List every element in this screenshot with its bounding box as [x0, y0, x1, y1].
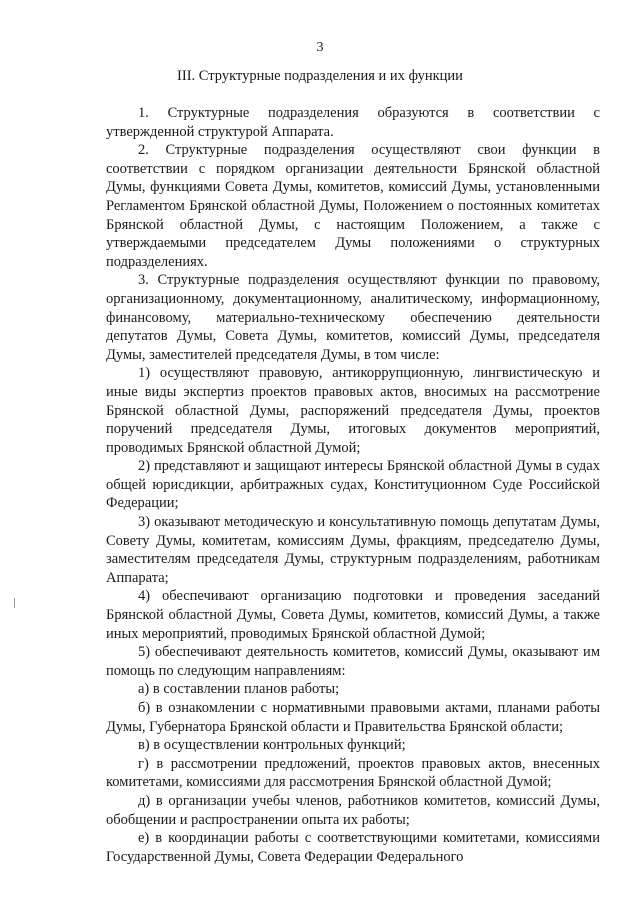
document-body: [106, 104, 600, 866]
list-item: 4) обеспечивают организацию подготовки и проведения заседаний Брянской областной Думы, Совета Думы, комитетов, комиссий Думы, а также иных мероприятий, проводимых Брянской областной Думой;: [106, 588, 600, 642]
list-item: 5) обеспечивают деятельность комитетов, комиссий Думы, оказывают им помощь по следующим направлениям:: [106, 644, 600, 679]
page-number: 3: [316, 40, 324, 55]
list-item: 1) осуществляют правовую, антикоррупционную, лингвистическую и иные виды экспертиз проектов правовых актов, вносимых на рассмотрение Брянской областной Думы, распоряжений председателя Думы, проектов поручений председателя Думы, итоговых документов мероприятий, проводимых Брянской областной Думой;: [106, 365, 600, 456]
list-item: 3) оказывают методическую и консультативную помощь депутатам Думы, Совету Думы, комитетам, комиссиям Думы, фракциям, председателю Думы, заместителям председателя Думы, структурным подразделениям, работникам Аппарата;: [106, 514, 600, 586]
sub-list-item: в) в осуществлении контрольных функций;: [138, 737, 406, 754]
sub-list-item: д) в организации учебы членов, работников комитетов, комиссий Думы, обобщении и распространении опыта их работы;: [106, 792, 600, 828]
section-heading: III. Структурные подразделения и их функции: [177, 68, 463, 84]
paragraph: 3. Структурные подразделения осуществляют функции по правовому, организационному, документационному, аналитическому, информационному, финансовому, материально-техническому обеспечению деятельности депутатов Думы, Совета Думы, комитетов, комиссий Думы, председателя Думы, заместителей председателя Думы, в том числе:: [106, 272, 600, 363]
paragraph: 2. Структурные подразделения осуществляют свои функции в соответствии с порядком организации деятельности Брянской областной Думы, функциями Совета Думы, комитетов, комиссий Думы, установленными Регламентом Брянской областной Думы, Положением о постоянных комитетах Брянской областной Думы, с настоящим Положением, а также с утверждаемыми председателем Думы положениями о структурных подразделениях.: [106, 142, 600, 270]
margin-mark: [14, 598, 15, 608]
list-item: 2) представляют и защищают интересы Брянской областной Думы в судах общей юрисдикции, арбитражных судах, Конституционном Суде Российской Федерации;: [106, 458, 600, 512]
sub-list-item: е) в координации работы с соответствующими комитетами, комиссиями Государственной Думы, Совета Федерации Федерального: [106, 830, 600, 865]
paragraph: 1. Структурные подразделения образуются в соответствии с утвержденной структурой Аппарата.: [106, 105, 600, 140]
sub-list-item: б) в ознакомлении с нормативными правовыми актами, планами работы Думы, Губернатора Брянской области и Правительства Брянской области;: [106, 700, 600, 735]
sub-list-item: а) в составлении планов работы;: [138, 681, 340, 698]
sub-list-item: г) в рассмотрении предложений, проектов правовых актов, внесенных комитетами, комиссиями для рассмотрения Брянской областной Думой;: [106, 755, 600, 791]
